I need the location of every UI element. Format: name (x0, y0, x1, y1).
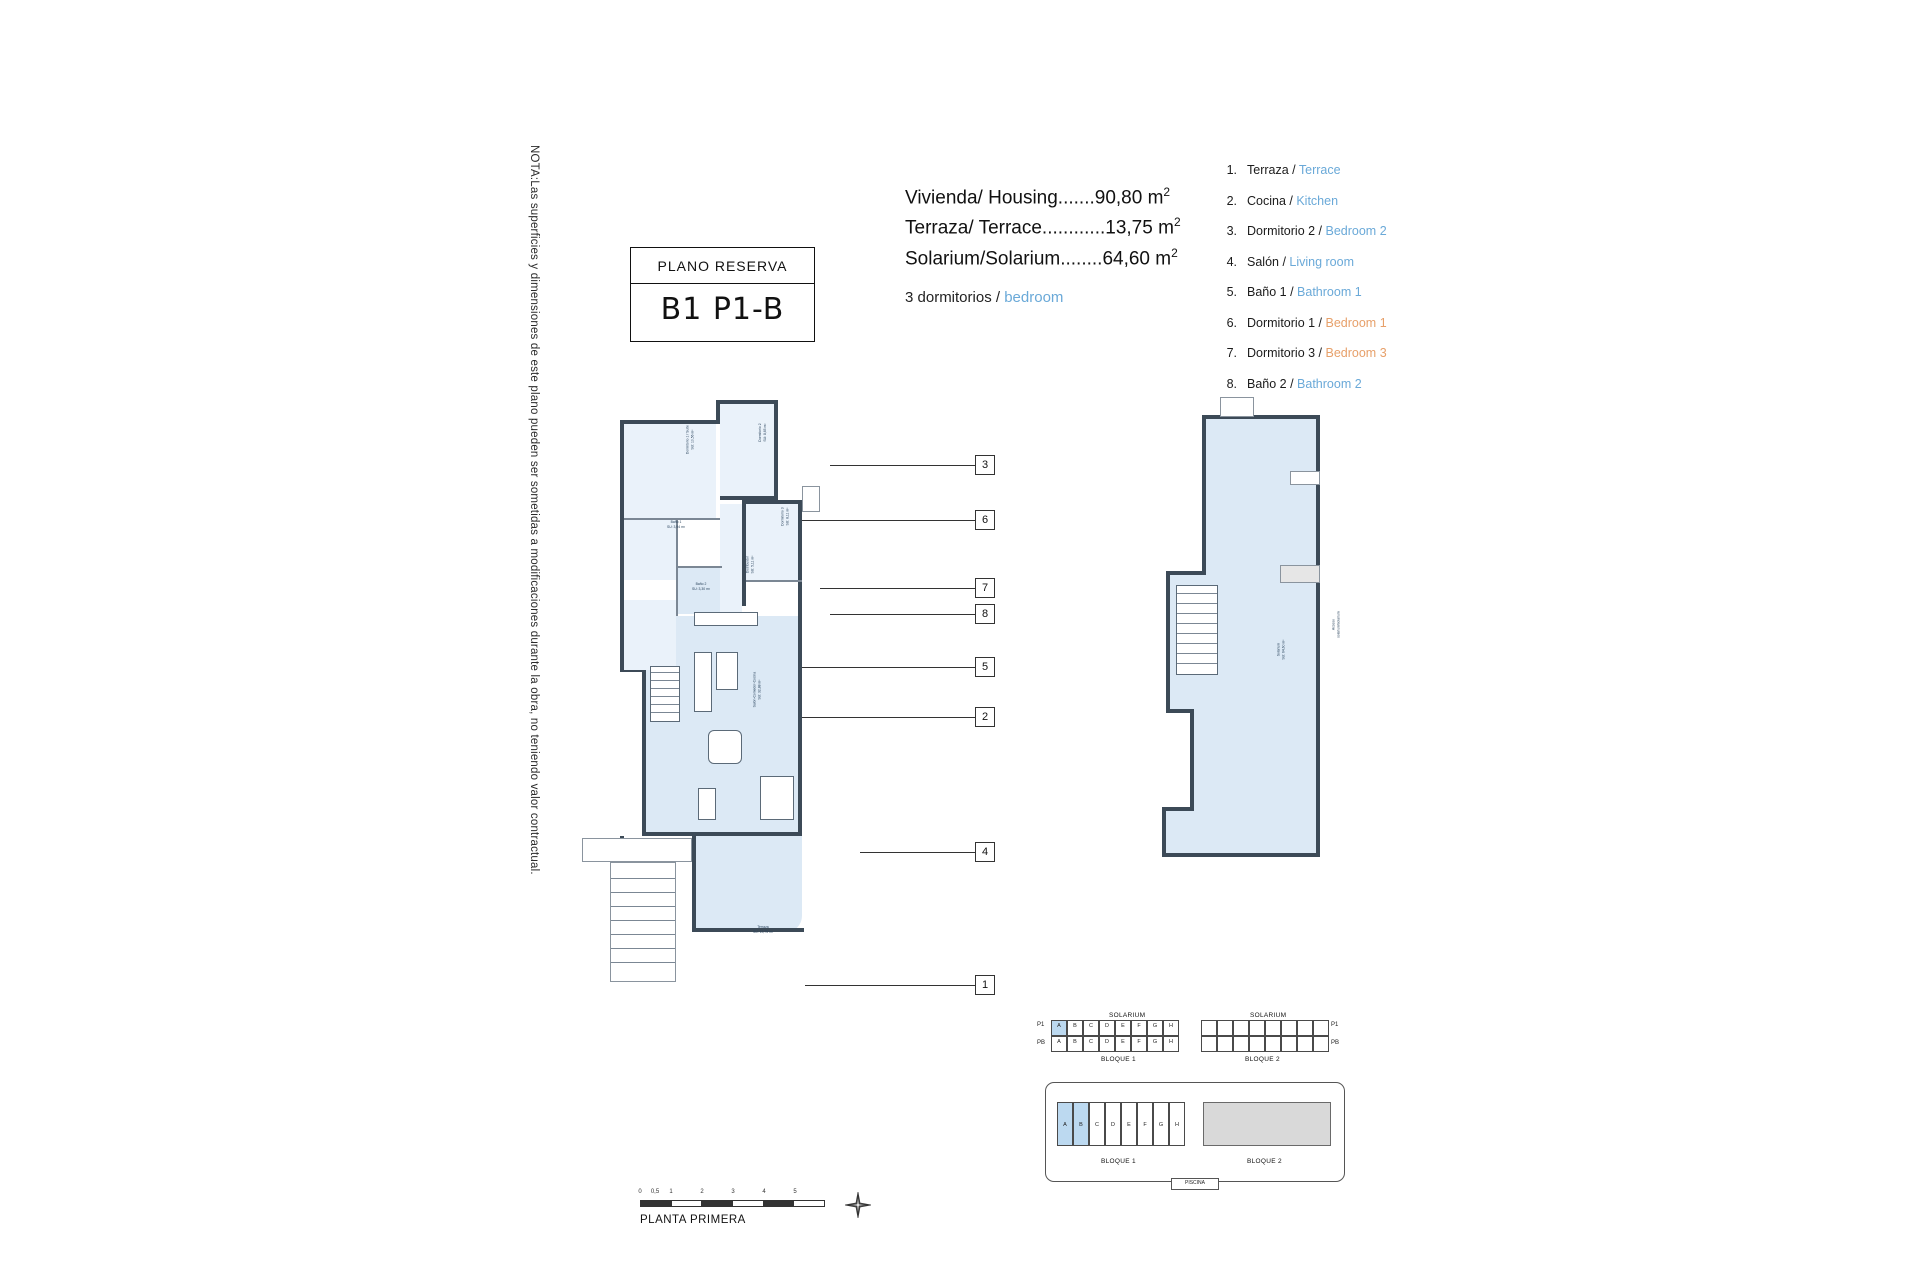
legend-label-en: Bedroom 2 (1325, 224, 1387, 238)
balcony (802, 486, 820, 512)
north-compass-icon (845, 1192, 871, 1218)
room-hallway (720, 504, 742, 614)
legend-number: 3. (1226, 224, 1237, 238)
callout-marker-8: 8 (975, 604, 995, 624)
wall (798, 500, 802, 620)
key-plans (1035, 1012, 1360, 1240)
scale-tick: 2 (700, 1189, 704, 1195)
stair-tread (1177, 613, 1217, 614)
legend-number: 7. (1226, 346, 1237, 360)
site-plan-cell: G (1153, 1102, 1169, 1146)
site-plan-cell: D (1105, 1102, 1121, 1146)
wall (774, 400, 778, 500)
legend-item-8 (1215, 369, 1387, 400)
legend-label-es: Dormitorio 3 / (1247, 346, 1326, 360)
kitchen-counter (694, 612, 758, 626)
wall (642, 832, 696, 836)
kitchen-units (694, 652, 712, 712)
room-label-1 (685, 410, 694, 470)
callout-marker-4: 4 (975, 842, 995, 862)
wall (1166, 571, 1206, 575)
legend-label-es: Baño 1 / (1247, 285, 1298, 299)
disclaimer-note: NOTA:Las superficies y dimensiones de este plano pueden ser sometidas a modificaciones durante la obra, no teniendo valor contractual. (528, 145, 540, 875)
legend-label-en: Bathroom 2 (1297, 376, 1362, 391)
stair-tread (651, 688, 679, 689)
stair-tread (651, 672, 679, 673)
wall (798, 616, 802, 836)
scale-tick: 3 (731, 1189, 735, 1195)
key-plan-cell (1249, 1036, 1265, 1052)
stair-tread (1177, 643, 1217, 644)
legend-label-en: Kitchen (1296, 193, 1339, 208)
room-area: solarium/solarium (1336, 611, 1340, 638)
room-label-6 (780, 492, 789, 542)
block2-title-top: BLOQUE 2 (1245, 1056, 1280, 1063)
legend-item-3 (1215, 216, 1387, 247)
key-plan-cell (1217, 1036, 1233, 1052)
room-label-8 (740, 925, 786, 934)
key-plan-cell (1297, 1036, 1313, 1052)
key-plan-cell: E (1115, 1036, 1131, 1052)
parapet-detail (1290, 471, 1320, 485)
legend-label-es: Dormitorio 1 / (1247, 315, 1326, 330)
block1-title-top: BLOQUE 1 (1101, 1056, 1136, 1063)
scale-bar (640, 1200, 825, 1207)
wall (1162, 853, 1320, 857)
wall (1202, 415, 1206, 575)
kitchen-island (716, 652, 738, 690)
room-label-5 (745, 543, 754, 587)
key-plan-cell (1233, 1036, 1249, 1052)
solarium-plan (1160, 415, 1390, 975)
area-summary (905, 180, 1181, 310)
stair-tread (611, 934, 675, 935)
key-plan-cell (1281, 1036, 1297, 1052)
room-name: Salón-Comedor-Cocina (752, 671, 757, 708)
wall (1162, 807, 1166, 857)
stair-tread (611, 920, 675, 921)
solarium-staircase (1176, 585, 1218, 675)
area-terrace: Terraza/ Terrace............13,75 $m^2$ (905, 215, 1181, 239)
level-pb-right: PB (1331, 1040, 1340, 1046)
legend-number: 2. (1226, 193, 1237, 208)
partition (676, 520, 678, 616)
key-plan-cell: G (1147, 1036, 1163, 1052)
key-plan-cell: A (1051, 1036, 1067, 1052)
room-area: SU: 5,11 m² (750, 555, 754, 574)
key-plan-cell (1313, 1036, 1329, 1052)
room-terrace (696, 836, 802, 932)
site-plan-cell: B (1073, 1102, 1089, 1146)
stair-tread (651, 696, 679, 697)
wall (1166, 571, 1170, 713)
legend-label-en: Bathroom 1 (1297, 285, 1362, 299)
key-plan-cell (1265, 1020, 1281, 1036)
level-pb-left: PB (1037, 1040, 1046, 1046)
plan-title-line2: B1 P1-B (660, 292, 785, 327)
legend-label-es: Terraza / (1247, 163, 1299, 177)
callout-marker-7: 7 (975, 578, 995, 598)
area-housing: Vivienda/ Housing.......90,80 $m^2$ (905, 185, 1171, 209)
sofa (760, 776, 794, 820)
first-floor-plan (620, 400, 860, 1060)
scale-tick: 4 (762, 1189, 766, 1195)
leader-line (860, 852, 975, 853)
legend-item-4 (1215, 247, 1387, 278)
key-plan-cell (1297, 1020, 1313, 1036)
armchair (698, 788, 716, 820)
room-area: SU: 32,88 m² (757, 679, 761, 700)
area-solarium: Solarium/Solarium........64,60 $m^2$ (905, 245, 1178, 269)
room-bedroom-1 (624, 424, 716, 520)
legend-label-es: Dormitorio 2 / (1247, 224, 1326, 238)
staircase (650, 666, 680, 722)
pool-label: PISCINA (1171, 1178, 1219, 1190)
room-name: Baño 1 (670, 520, 682, 524)
block1-title-bottom: BLOQUE 1 (1101, 1158, 1136, 1165)
key-plan-cell: D (1099, 1036, 1115, 1052)
room-corridor (624, 600, 676, 670)
legend-label-en: Terrace (1298, 163, 1341, 177)
key-plan-cell (1233, 1020, 1249, 1036)
stair-tread (1177, 653, 1217, 654)
stair-tread (1177, 633, 1217, 634)
legend-item-6 (1215, 308, 1387, 339)
title-divider (631, 283, 814, 284)
exterior-stairs (610, 862, 676, 982)
room-label-3 (656, 520, 696, 529)
stair-tread (1177, 623, 1217, 624)
key-plan-cell: D (1099, 1020, 1115, 1036)
site-plan-cell: A (1057, 1102, 1073, 1146)
scale-tick: 0,5 (650, 1189, 660, 1195)
stair-tread (611, 948, 675, 949)
entry-porch (582, 838, 692, 862)
room-name: Distribuidor (745, 556, 750, 574)
scale-tick: 1 (669, 1189, 673, 1195)
room-label-7 (752, 651, 761, 729)
key-plan-cell: B (1067, 1036, 1083, 1052)
legend-item-5 (1215, 277, 1387, 308)
room-area: SU: 3,30 m² (691, 586, 711, 591)
legend-label-en: Living room (1289, 254, 1355, 269)
legend-item-7 (1215, 338, 1387, 369)
stair-tread (651, 704, 679, 705)
room-area: SU: 3,94 m² (666, 524, 686, 529)
key-plan-cell: F (1131, 1036, 1147, 1052)
solarium-label-2: SOLARIUM (1250, 1012, 1287, 1019)
solarium-room-label-2 (1331, 597, 1340, 653)
site-plan-cell: E (1121, 1102, 1137, 1146)
solarium-area-foot (1166, 811, 1318, 857)
key-plan-cell: F (1131, 1020, 1147, 1036)
legend-label-es: Cocina / (1247, 193, 1297, 208)
solarium-room-label-1 (1276, 625, 1285, 675)
legend-label-en: Bedroom 3 (1325, 346, 1387, 360)
plan-title-line1: PLANO RESERVA (657, 258, 788, 274)
stair-tread (651, 680, 679, 681)
legend-label-es: Baño 2 / (1247, 376, 1298, 391)
legend-label-en: Bedroom 1 (1325, 315, 1387, 330)
solarium-label-1: SOLARIUM (1109, 1012, 1146, 1019)
key-plan-cell: A (1051, 1020, 1067, 1036)
key-plan-cell (1201, 1036, 1217, 1052)
stair-tread (651, 712, 679, 713)
room-area: SU: 64,60 m² (1281, 639, 1285, 660)
callout-marker-2: 2 (975, 707, 995, 727)
stair-tread (1177, 603, 1217, 604)
legend-label-es: Salón / (1247, 254, 1290, 269)
wall (692, 836, 696, 932)
legend-number: 5. (1226, 285, 1237, 299)
dining-table (708, 730, 742, 764)
level-p1-left: P1 (1037, 1022, 1045, 1028)
room-area: SU: 8,65 m² (762, 423, 767, 442)
room-name: Dormitorio 1 / Suite (685, 425, 690, 455)
room-area: SU: 10,56 m² (690, 429, 694, 450)
key-plan-cell: E (1115, 1020, 1131, 1036)
legend-item-2 (1215, 186, 1387, 217)
key-plan-cell: C (1083, 1020, 1099, 1036)
key-plan-cell (1313, 1020, 1329, 1036)
parapet-detail (1220, 397, 1254, 417)
callout-marker-6: 6 (975, 510, 995, 530)
partition (676, 566, 722, 568)
room-name: Acceso (1331, 619, 1336, 631)
room-name: Terraza (757, 925, 769, 929)
level-p1-right: P1 (1331, 1022, 1339, 1028)
roof-access (1280, 565, 1320, 583)
key-plan-cell (1265, 1036, 1281, 1052)
wall (1190, 709, 1194, 811)
stair-tread (611, 878, 675, 879)
stair-tread (611, 892, 675, 893)
block2-title-bottom: BLOQUE 2 (1247, 1158, 1282, 1165)
solarium-area-upper (1206, 415, 1318, 575)
legend-item-1 (1215, 155, 1387, 186)
site-plan-cell: H (1169, 1102, 1185, 1146)
key-plan-cell (1249, 1020, 1265, 1036)
stair-tread (611, 906, 675, 907)
bedroom-count: 3 dormitorios / bedroom (905, 288, 1064, 306)
legend-number: 8. (1226, 376, 1237, 391)
room-area: SU: 8,11 m² (785, 507, 789, 526)
site-plan-cell: C (1089, 1102, 1105, 1146)
key-plan-cell (1201, 1020, 1217, 1036)
room-name: Baño 2 (695, 582, 707, 586)
legend-number: 4. (1226, 254, 1237, 269)
callout-marker-3: 3 (975, 455, 995, 475)
room-name: Solarium (1276, 642, 1281, 657)
key-plan-cell (1281, 1020, 1297, 1036)
room-label-4 (683, 582, 719, 591)
solarium-area-lower (1190, 711, 1318, 811)
legend-number: 1. (1226, 163, 1237, 177)
room-label-2 (758, 405, 767, 460)
key-plan-cell (1217, 1020, 1233, 1036)
stair-tread (611, 962, 675, 963)
plan-level-caption: PLANTA PRIMERA (640, 1214, 746, 1226)
stair-tread (1177, 593, 1217, 594)
scale-tick: 0 (638, 1189, 642, 1195)
callout-marker-1: 1 (975, 975, 995, 995)
room-area: SU: 13,75 m² (753, 929, 773, 934)
key-plan-cell: C (1083, 1036, 1099, 1052)
site-plan-cell: F (1137, 1102, 1153, 1146)
legend-number: 6. (1226, 315, 1237, 330)
callout-marker-5: 5 (975, 657, 995, 677)
scale-tick: 5 (793, 1189, 797, 1195)
stair-tread (1177, 663, 1217, 664)
room-name: Dormitorio 3 (780, 507, 785, 526)
block2-site (1203, 1102, 1331, 1146)
key-plan-cell: G (1147, 1020, 1163, 1036)
plan-title-box (630, 247, 815, 342)
key-plan-cell: H (1163, 1020, 1179, 1036)
key-plan-cell: B (1067, 1020, 1083, 1036)
key-plan-cell: H (1163, 1036, 1179, 1052)
wall (1166, 807, 1194, 811)
room-name: Dormitorio 2 (757, 423, 762, 442)
room-legend (1215, 155, 1387, 399)
